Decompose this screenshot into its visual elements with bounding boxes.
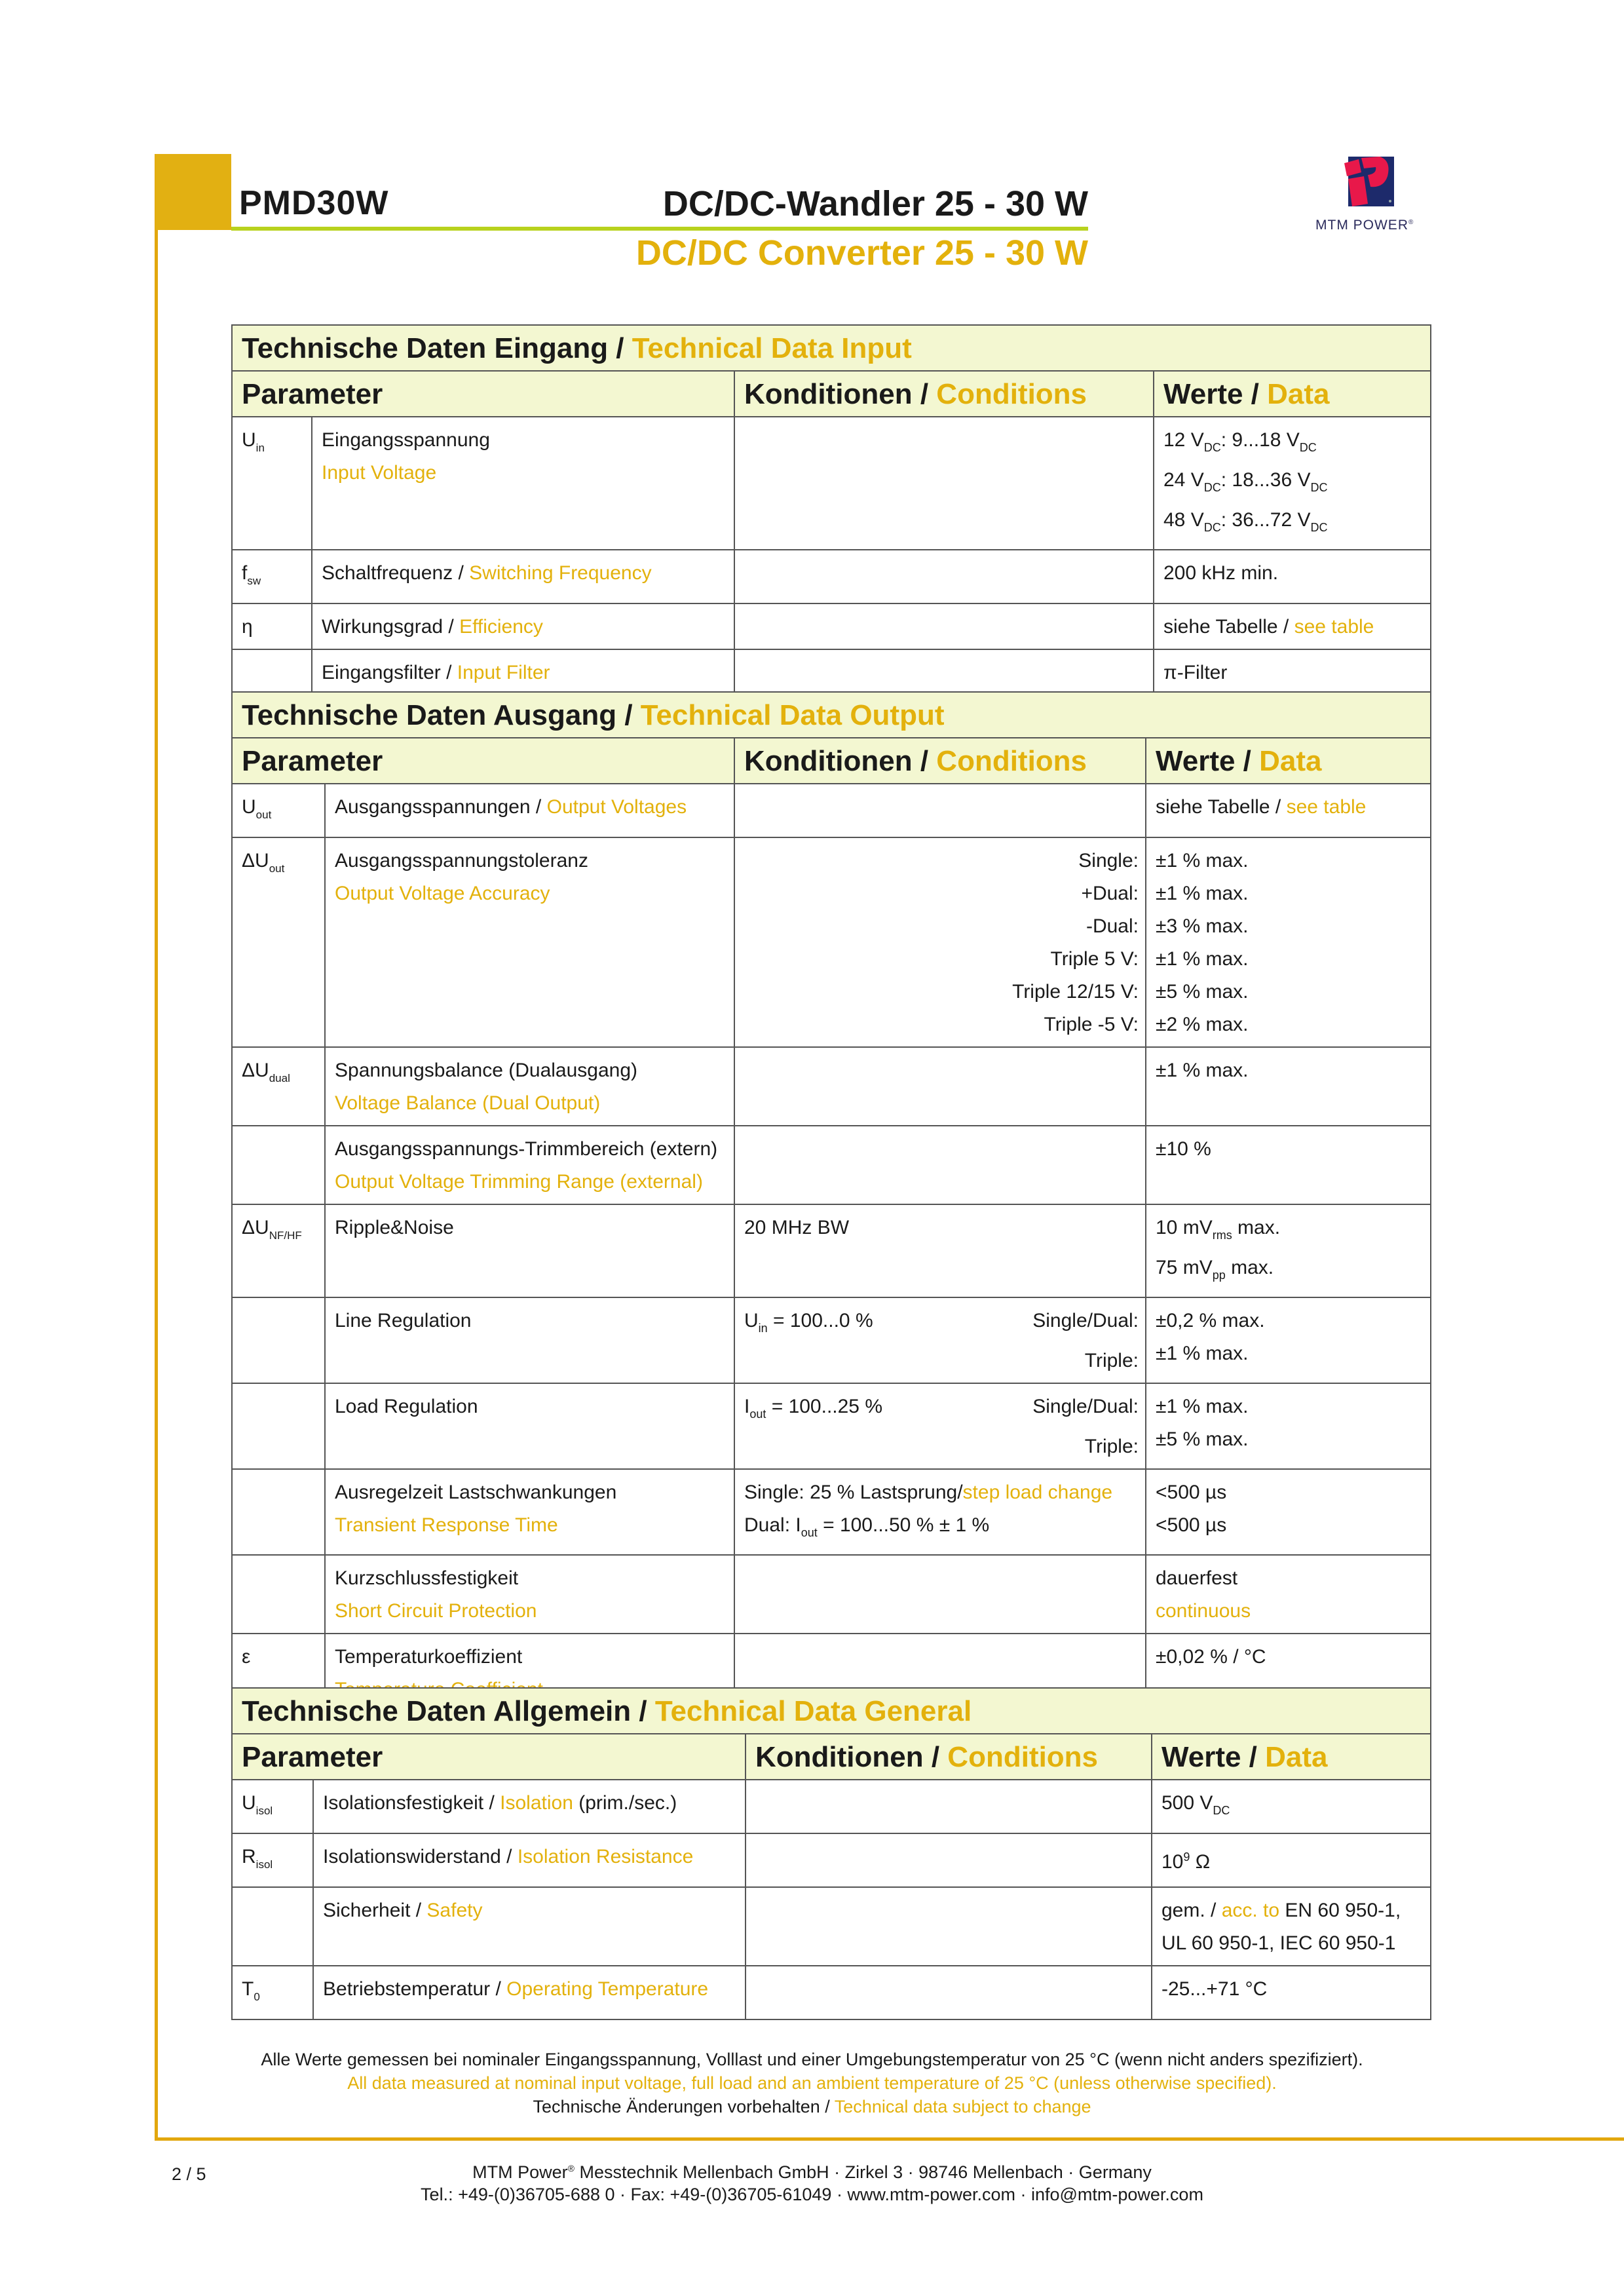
param-value: 500 $V_{DC}$ bbox=[1152, 1780, 1431, 1833]
param-symbol: $U_{isol}$ bbox=[232, 1780, 313, 1833]
table-title-row bbox=[232, 325, 1431, 371]
company-contact: Tel.: +49-(0)36705-688 0 · Fax: +49-(0)36705-61049 · www.mtm-power.com · info@mtm-power.com bbox=[421, 2185, 1203, 2204]
param-conditions bbox=[746, 1887, 1152, 1966]
table-row bbox=[232, 784, 1431, 837]
company-address: MTM Power® Messtechnik Mellenbach GmbH · Zirkel 3 · 98746 Mellenbach · Germany bbox=[472, 2162, 1152, 2182]
table-title-row bbox=[232, 1688, 1431, 1734]
param-symbol bbox=[232, 649, 312, 695]
param-value: ±10 % bbox=[1146, 1126, 1431, 1204]
param-value: ±1 % max. ±5 % max. bbox=[1146, 1383, 1431, 1469]
param-symbol: ε bbox=[232, 1634, 325, 1712]
param-name: Ausgangsspannungs-Trimmbereich (extern) Output Voltage Trimming Range (external) bbox=[325, 1126, 734, 1204]
logo-wordmark: MTM POWER® bbox=[1315, 218, 1414, 233]
param-conditions: 20 MHz BW bbox=[734, 1204, 1146, 1297]
table-row bbox=[232, 417, 1431, 550]
table-title: Technische Daten Allgemein / Technical Data General bbox=[232, 1688, 1431, 1734]
table-row bbox=[232, 1780, 1431, 1833]
left-accent-rule bbox=[155, 154, 158, 2141]
param-symbol: $\Delta U_{NF/HF}$ bbox=[232, 1204, 325, 1297]
param-conditions bbox=[746, 1780, 1152, 1833]
param-symbol: $f_{sw}$ bbox=[232, 550, 312, 603]
accent-square bbox=[155, 154, 231, 230]
page-title-de: DC/DC-Wandler 25 - 30 W bbox=[662, 184, 1088, 223]
input-data-table bbox=[231, 324, 1431, 696]
param-conditions: Single: 25 % Lastsprung/step load change Dual: $I_{out} = 100...50$ % ± 1 % bbox=[734, 1469, 1146, 1555]
param-conditions bbox=[734, 1555, 1146, 1634]
param-value: gem. / acc. to EN 60 950-1, UL 60 950-1, IEC 60 950-1 bbox=[1152, 1887, 1431, 1966]
col-header-data: Werte / Data bbox=[1152, 1734, 1431, 1780]
param-symbol bbox=[232, 1887, 313, 1966]
param-name: Kurzschlussfestigkeit Short Circuit Protection bbox=[325, 1555, 734, 1634]
param-conditions bbox=[746, 1966, 1152, 2019]
change-disclaimer: Technische Änderungen vorbehalten / Technical data subject to change bbox=[533, 2097, 1091, 2116]
param-name: Load Regulation bbox=[325, 1383, 734, 1469]
param-conditions bbox=[746, 1833, 1152, 1887]
param-conditions bbox=[734, 649, 1154, 695]
param-name: Wirkungsgrad / Efficiency bbox=[312, 603, 734, 649]
param-symbol bbox=[232, 1126, 325, 1204]
param-symbol bbox=[232, 1469, 325, 1555]
col-header-data: Werte / Data bbox=[1154, 371, 1431, 417]
col-header-data: Werte / Data bbox=[1146, 738, 1431, 784]
param-symbol: η bbox=[232, 603, 312, 649]
param-value: 200 kHz min. bbox=[1154, 550, 1431, 603]
param-name: Schaltfrequenz / Switching Frequency bbox=[312, 550, 734, 603]
table-row bbox=[232, 1833, 1431, 1887]
title-underline bbox=[231, 227, 1088, 231]
table-row bbox=[232, 603, 1431, 649]
param-value: 10 $mV_{rms}$ max. 75 $mV_{pp}$ max. bbox=[1146, 1204, 1431, 1297]
param-name: Eingangsfilter / Input Filter bbox=[312, 649, 734, 695]
param-conditions bbox=[734, 1047, 1146, 1126]
param-name: Ausgangsspannungstoleranz Output Voltage Accuracy bbox=[325, 837, 734, 1047]
param-name: Eingangsspannung Input Voltage bbox=[312, 417, 734, 550]
table-title: Technische Daten Eingang / Technical Data Input bbox=[232, 325, 1431, 371]
param-value: siehe Tabelle / see table bbox=[1146, 784, 1431, 837]
param-symbol: $U_{out}$ bbox=[232, 784, 325, 837]
param-value: ±0,02 % / °C bbox=[1146, 1634, 1431, 1712]
param-symbol bbox=[232, 1297, 325, 1383]
param-name: Ausregelzeit Lastschwankungen Transient Response Time bbox=[325, 1469, 734, 1555]
param-symbol: $\Delta U_{dual}$ bbox=[232, 1047, 325, 1126]
col-header-parameter: Parameter bbox=[232, 371, 734, 417]
table-row bbox=[232, 837, 1431, 1047]
param-conditions bbox=[734, 784, 1146, 837]
param-name: Temperaturkoeffizient bbox=[325, 1634, 734, 1712]
param-value: ±1 % max. bbox=[1146, 1047, 1431, 1126]
table-title-row bbox=[232, 692, 1431, 738]
table-header-row bbox=[232, 1734, 1431, 1780]
param-conditions: $I_{out} = 100...25$ % Single/Dual: Triple: bbox=[734, 1383, 1146, 1469]
param-name: Ripple&Noise bbox=[325, 1204, 734, 1297]
param-name: Betriebstemperatur / Operating Temperature bbox=[313, 1966, 746, 2019]
table-row bbox=[232, 1204, 1431, 1297]
param-symbol: $T_0$ bbox=[232, 1966, 313, 2019]
measurement-note-en: All data measured at nominal input voltage, full load and an ambient temperature of 25 °C (unless otherwise specified). bbox=[347, 2073, 1277, 2093]
col-header-conditions: Konditionen / Conditions bbox=[734, 371, 1154, 417]
param-conditions: $U_{in} = 100...0$ % Single/Dual: Triple: bbox=[734, 1297, 1146, 1383]
param-symbol bbox=[232, 1555, 325, 1634]
table-row bbox=[232, 1469, 1431, 1555]
param-value: $10^9$ Ω bbox=[1152, 1833, 1431, 1887]
param-symbol: $\Delta U_{out}$ bbox=[232, 837, 325, 1047]
param-symbol: $U_{in}$ bbox=[232, 417, 312, 550]
general-data-table bbox=[231, 1687, 1431, 2020]
param-value: dauerfest continuous bbox=[1146, 1555, 1431, 1634]
col-header-parameter: Parameter bbox=[232, 738, 734, 784]
table-row bbox=[232, 1887, 1431, 1966]
param-symbol bbox=[232, 1383, 325, 1469]
col-header-conditions: Konditionen / Conditions bbox=[734, 738, 1146, 784]
table-row bbox=[232, 1555, 1431, 1634]
table-row bbox=[232, 649, 1431, 695]
param-name: Ausgangsspannungen / Output Voltages bbox=[325, 784, 734, 837]
param-conditions: Single: +Dual: -Dual: Triple 5 V: Triple 12/15 V: Triple -5 V: bbox=[734, 837, 1146, 1047]
param-value: -25...+71 °C bbox=[1152, 1966, 1431, 2019]
table-title: Technische Daten Ausgang / Technical Data Output bbox=[232, 692, 1431, 738]
table-row bbox=[232, 1383, 1431, 1469]
param-value: ±0,2 % max. ±1 % max. bbox=[1146, 1297, 1431, 1383]
table-row bbox=[232, 550, 1431, 603]
param-conditions bbox=[734, 603, 1154, 649]
page-number: 2 / 5 bbox=[172, 2164, 206, 2184]
mtm-power-logo-icon bbox=[1342, 154, 1398, 210]
table-row bbox=[232, 1126, 1431, 1204]
table-header-row bbox=[232, 371, 1431, 417]
param-name: Isolationsfestigkeit / Isolation (prim./sec.) bbox=[313, 1780, 746, 1833]
table-row bbox=[232, 1966, 1431, 2019]
bottom-accent-rule bbox=[155, 2137, 1624, 2141]
model-name: PMD30W bbox=[239, 184, 389, 222]
param-value: 12 $V_{DC}$: 9...18 $V_{DC}$ 24 $V_{DC}$: 18...36 $V_{DC}$ 48 $V_{DC}$: 36...72 $V_{DC}$ bbox=[1154, 417, 1431, 550]
param-conditions bbox=[734, 417, 1154, 550]
param-value: <500 µs <500 µs bbox=[1146, 1469, 1431, 1555]
page-title-en: DC/DC Converter 25 - 30 W bbox=[635, 233, 1088, 273]
table-row bbox=[232, 1297, 1431, 1383]
param-name: Sicherheit / Safety bbox=[313, 1887, 746, 1966]
param-value: ±1 % max. ±1 % max. ±3 % max. ±1 % max. ±5 % max. ±2 % max. bbox=[1146, 837, 1431, 1047]
table-header-row bbox=[232, 738, 1431, 784]
param-symbol: $R_{isol}$ bbox=[232, 1833, 313, 1887]
param-value: siehe Tabelle / see table bbox=[1154, 603, 1431, 649]
param-name: Isolationswiderstand / Isolation Resistance bbox=[313, 1833, 746, 1887]
col-header-parameter: Parameter bbox=[232, 1734, 746, 1780]
param-conditions bbox=[734, 550, 1154, 603]
output-data-table bbox=[231, 691, 1431, 1766]
table-row bbox=[232, 1047, 1431, 1126]
param-name: Spannungsbalance (Dualausgang) Voltage Balance (Dual Output) bbox=[325, 1047, 734, 1126]
param-value: π-Filter bbox=[1154, 649, 1431, 695]
param-conditions bbox=[734, 1126, 1146, 1204]
col-header-conditions: Konditionen / Conditions bbox=[746, 1734, 1152, 1780]
measurement-note-de: Alle Werte gemessen bei nominaler Eingangsspannung, Volllast und einer Umgebungstemperatur von 25 °C (wenn nicht anders spezifiziert). bbox=[261, 2050, 1363, 2069]
param-name: Line Regulation bbox=[325, 1297, 734, 1383]
